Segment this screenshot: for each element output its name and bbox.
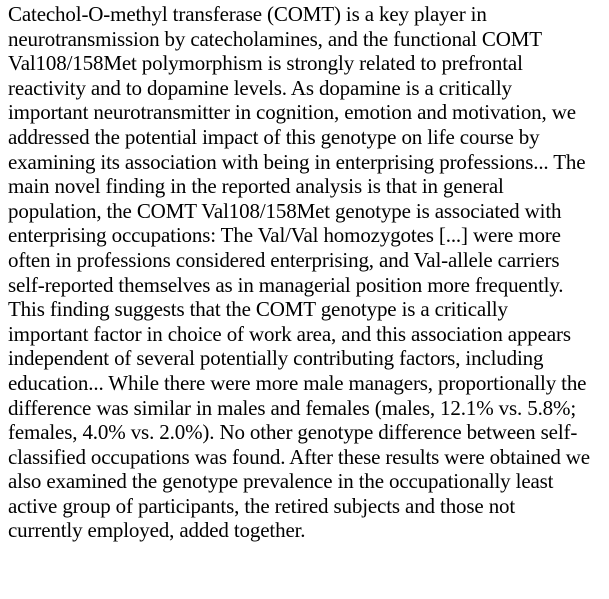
text-block — [8, 2, 599, 543]
text-line-1: Catechol-O-methyl transferase (COMT) is a key player in — [8, 2, 487, 26]
text-line-3: Val108/158Met polymorphism is strongly related to prefrontal — [8, 51, 523, 76]
text-line-11: often in professions considered enterprising, and Val-allele carriers — [8, 247, 560, 272]
text-line-5: important neurotransmitter in cognition, emotion and motivation, we — [8, 100, 576, 125]
text-line-14: important factor in choice of work area, and this association appears — [8, 321, 571, 346]
text-line-10: enterprising occupations: The Val/Val homozygotes [...] were more — [8, 223, 561, 248]
text-line-2: neurotransmission by catecholamines, and the functional COMT — [8, 26, 542, 51]
text-line-17: difference was similar in males and females (males, 12.1% vs. 5.8%; — [8, 395, 577, 420]
text-line-7: examining its association with being in enterprising professions... The — [8, 149, 586, 174]
text-line-6: addressed the potential impact of this genotype on life course by — [8, 124, 540, 149]
text-line-13: This finding suggests that the COMT genotype is a critically — [8, 297, 508, 322]
text-line-9: population, the COMT Val108/158Met genotype is associated with — [8, 198, 562, 223]
text-line-8: main novel finding in the reported analysis is that in general — [8, 174, 504, 199]
text-line-15: independent of several potentially contributing factors, including — [8, 346, 544, 371]
text-line-18: females, 4.0% vs. 2.0%). No other genotype difference between self- — [8, 420, 578, 445]
text-line-22: currently employed, added together. — [8, 518, 306, 543]
text-line-4: reactivity and to dopamine levels. As dopamine is a critically — [8, 75, 512, 100]
text-line-12: self-reported themselves as in managerial position more frequently. — [8, 272, 564, 297]
text-line-19: classified occupations was found. After these results were obtained we — [8, 444, 590, 469]
text-line-16: education... While there were more male managers, proportionally the — [8, 370, 587, 395]
text-line-20: also examined the genotype prevalence in the occupationally least — [8, 469, 554, 494]
text-line-21: active group of participants, the retired subjects and those not — [8, 493, 516, 518]
